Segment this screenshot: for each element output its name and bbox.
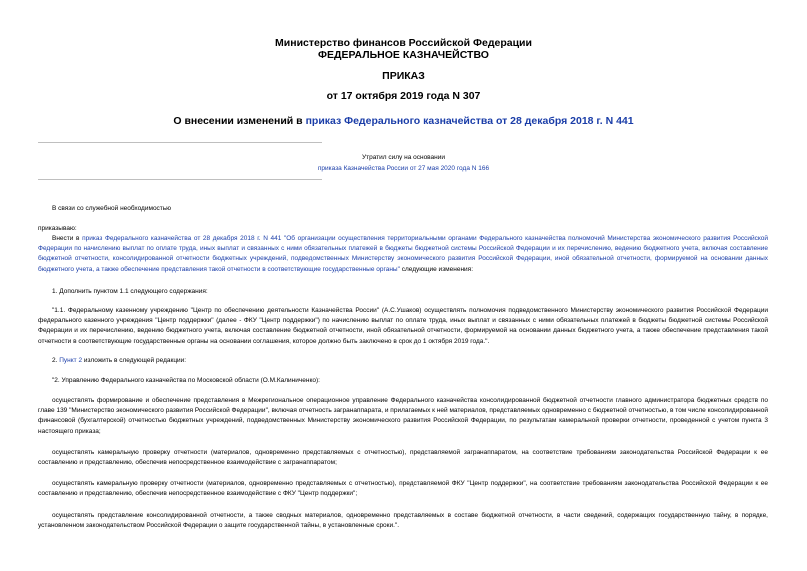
document-type: ПРИКАЗ xyxy=(382,70,425,82)
p1-prefix: Внести в xyxy=(52,235,80,242)
repeal-order-link[interactable]: приказа Казначейства России от 27 мая 2020 года N 166 xyxy=(317,165,490,172)
status-note-line1: Утратил силу на основании xyxy=(361,154,446,161)
amended-order-link[interactable]: приказ Федерального казначейства от 28 декабря 2018 г. N 441 xyxy=(305,115,634,127)
document-title xyxy=(0,115,807,127)
item-1-text: "1.1. Федеральному казенному учреждению "Центр по обеспечению деятельности Казначейства России" (А.С.Ушаков) осуществлять полномочия подведомственного Министерству экономического развития Российской Федерации федерального казенного учреждения "Центр поддержки" (далее - ФКУ "Центр поддержки") по начислению выплат по оплате труда, иных выплат и связанных с ними обязательных платежей в бюджеты бюджетной системы Российской Федерации и их перечислению, ведению бюджетного учета, включая составление бюджетной отчетности, иной обязательной отчетности, формируемой на основании данных бюджетного учета, а также обеспечение представления такой отчетности в соответствующие государственные органы на основании соглашения, которое должно быть заключено в срок до 1 октября 2019 года.". xyxy=(38,307,768,345)
order-word: приказываю: xyxy=(38,225,77,232)
item-2-suffix: изложить в следующей редакции: xyxy=(82,357,187,364)
clause-d: осуществлять представление консолидированной отчетности, а также сводных материалов, одновременно представляемых в составе бюджетной отчетности, в части сведений, содержащих государственную тайну, в порядке, установленном законодательством Российской Федерации о защите государственной тайны, в установленные сроки.". xyxy=(38,512,768,530)
clause-a: осуществлять формирование и обеспечение представления в Межрегиональное операционное управление Федерального казначейства консолидированной бюджетной отчетности главного администратора бюджетных средств по главе 139 "Министерство экономического развития Российской Федерации", включая отчетность загранаппарата, и прилагаемых к ней материалов, представляемых одновременно с бюджетной отчетностью, в том числе консолидированной финансовой (бухгалтерской) отчетностью бюджетных учреждений, подведомственных Министерству экономического развития Российской Федерации, по результатам камеральной проверки отчетности, проведенной с учетом пункта 3 настоящего приказа; xyxy=(38,397,768,435)
title-prefix: О внесении изменений в xyxy=(173,115,303,127)
p1-suffix: следующие изменения: xyxy=(399,265,474,273)
item-2-heading xyxy=(52,356,768,366)
reason-text: В связи со служебной необходимостью xyxy=(52,205,172,212)
item-2-quote: "2. Управлению Федерального казначейства по Московской области (О.М.Калиниченко): xyxy=(52,377,320,384)
divider-bottom xyxy=(38,179,322,180)
treasury-name: ФЕДЕРАЛЬНОЕ КАЗНАЧЕЙСТВО xyxy=(318,49,489,61)
clause-b: осуществлять камеральную проверку отчетности (материалов, одновременно представляемых с отчетностью), представляемой загранаппаратом, на соответствие требованиям законодательства Российской Федерации к ее составлению и представлению, обеспечив непосредственное взаимодействие с загранаппаратом; xyxy=(38,449,768,467)
clause-c: осуществлять камеральную проверку отчетности (материалов, одновременно представляемых с отчетностью), представляемой ФКУ "Центр поддержки", на соответствие требованиям законодательства Российской Федерации к ее составлению и представлению, обеспечив непосредственное взаимодействие с ФКУ "Центр поддержки"; xyxy=(38,480,768,498)
document-date-number: от 17 октября 2019 года N 307 xyxy=(326,90,481,102)
order-441-link[interactable]: приказ Федерального казначейства от 28 декабря 2018 г. N 441 "Об организации осуществления территориальными органами Федерального казначейства полномочий Министерства экономического развития Российской Федерации по начислению выплат по оплате труда, иных выплат и связанных с ними обязательных платежей в бюджеты бюджетной системы Российской Федерации и их перечислению, ведению бюджетного учета, включая составление бюджетной отчетности, консолидированной отчетности бюджетных учреждений, подведомственных Министерству экономического развития Российской Федерации, иной обязательной отчетности, формируемой на основании данных бюджетного учета, а также обеспечение представления такой отчетности в соответствующие государственные органы" xyxy=(38,235,768,273)
paragraph-1 xyxy=(38,234,768,275)
item-2-prefix: 2. xyxy=(52,357,60,364)
item-1-heading: 1. Дополнить пунктом 1.1 следующего содержания: xyxy=(52,288,208,295)
divider-top xyxy=(38,142,322,143)
ministry-name: Министерство финансов Российской Федерации xyxy=(275,37,532,49)
point-2-link[interactable]: Пункт 2 xyxy=(59,357,83,364)
